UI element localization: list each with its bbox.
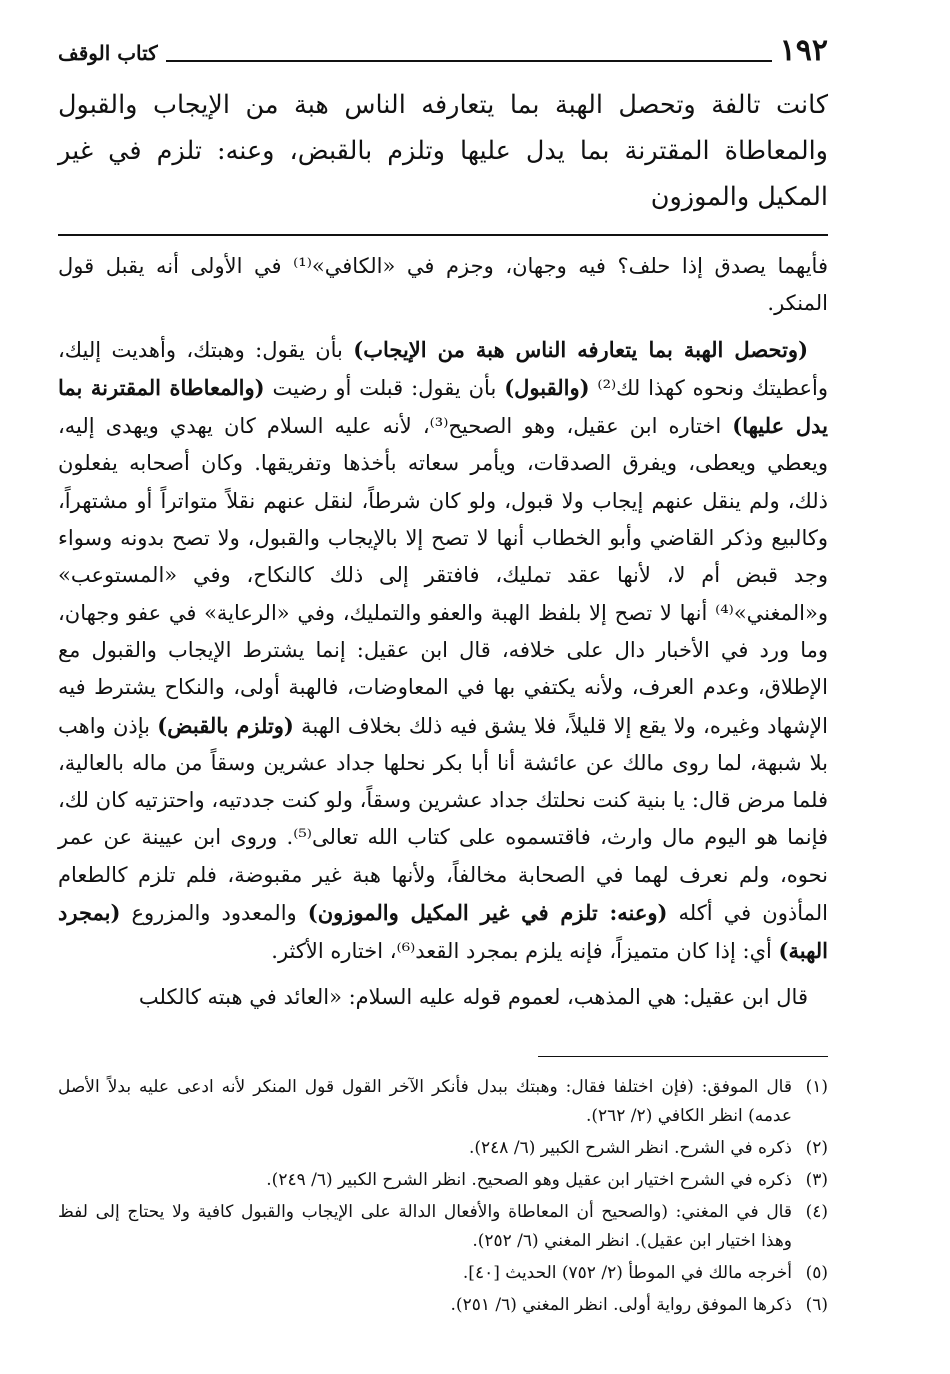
header-rule [166, 60, 772, 62]
commentary-text: بأن يقول: قبلت أو رضيت [264, 375, 505, 400]
matn-quote: (وعنه: تلزم في غير المكيل والموزون) [307, 900, 668, 926]
footnote [58, 1198, 828, 1256]
footnote-text: ذكرها الموفق رواية أولى. انظر المغني (٦/ ٢٥١). [450, 1294, 792, 1315]
footnote-text: ذكره في الشرح اختيار ابن عقيل وهو الصحيح. انظر الشرح الكبير (٦/ ٢٤٩). [266, 1169, 792, 1190]
commentary-paragraph-3: قال ابن عقيل: هي المذهب، لعموم قوله عليه السلام: «العائد في هبته كالكلب [138, 984, 808, 1009]
commentary-text: بإذن واهب بلا شبهة، لما روى مالك عن عائشة أنا أبا بكر نحلها جداد عشرين وسقاً من ماله بالعالية، فلما مرض قال: يا بنية كنت نحلتك جداد عشرين وسقاً، ولو كنت جددتيه، واحتزتيه كان لك، فإنما هو اليوم مال وارث، فاقتسموه على كتاب الله تعالى⁽⁵⁾. وروى ابن عيينة عن عمر نحوه، ولم نعرف لهما في الصحابة مخالفاً، ولأنها هبة غير مقبوضة، فلم تلزم كالطعام المأذون في أكله [58, 713, 829, 926]
footnote-text: أخرجه مالك في الموطأ (٢/ ٧٥٢) الحديث [٤٠]. [462, 1262, 792, 1283]
footnote-text: قال الموفق: (فإن اختلفا فقال: وهبتك ببدل فأنكر الآخر القول قول المنكر لأنه ادعى عليه بدلاً الأصل عدمه) انظر الكافي (٢/ ٢٦٢). [58, 1076, 792, 1126]
running-head [58, 28, 828, 68]
footnotes [58, 1073, 828, 1320]
footnote-number: (٣) [805, 1169, 828, 1190]
matn-quote: (بمجرد الهبة) [58, 900, 828, 964]
commentary-text: بأن يقول: وهبتك، وأهديت إليك، وأعطيتك ونحوه كهذا لك⁽²⁾ [58, 337, 828, 400]
footnote [58, 1259, 828, 1288]
footnote-text: قال في المغني: (والصحيح أن المعاطاة والأفعال الدالة على الإيجاب والقبول كافية ولا يحتاج إلى لفظ وهذا اختيار ابن عقيل). انظر المغني (٦/ ٢٥٢). [58, 1201, 792, 1251]
commentary-paragraph-2 [58, 331, 828, 971]
matn-quote: (وتحصل الهبة بما يتعارفه الناس هبة من الإيجاب) [353, 336, 809, 362]
footnote-text: ذكره في الشرح. انظر الشرح الكبير (٦/ ٢٤٨). [469, 1137, 792, 1158]
commentary-paragraph-1: فأيهما يصدق إذا حلف؟ فيه وجهان، وجزم في «الكافي»⁽¹⁾ في الأولى أنه يقبل قول المنكر. [58, 254, 828, 316]
footnote-number: (٥) [805, 1262, 828, 1283]
footnote-number: (١) [805, 1076, 828, 1097]
commentary-text: أي: إذا كان متميزاً، فإنه يلزم بمجرد القعد⁽⁶⁾، اختاره الأكثر. [271, 939, 779, 964]
commentary-text: اختاره ابن عقيل، وهو الصحيح⁽³⁾، لأنه عليه السلام كان يهدي ويهدى إليه، ويعطي ويعطى، ويفرق الصدقات، ويأمر سعاته بأخذها وتفريقها. وكان أصحابه يفعلون ذلك، ولم ينقل عنهم إيجاب ولا قبول، ولو كان شرطاً، لنقل عنهم نقلاً متواتراً أو مشتهراً، وكالبيع وذكر القاضي وأبو الخطاب أنها لا تصح إلا بالإيجاب والقبول، ولا تصح بدونه وسواء وجد قبض أم لا، لأنها عقد تمليك، فافتقر إلى ذلك كالنكاح، وفي «المستوعب» و«المغني»⁽⁴⁾ أنها لا تصح إلا بلفظ الهبة والعفو والتمليك، وفي «الرعاية» في عفو وجهان، وما ورد في الأخبار دال على خلافه، قال ابن عقيل: إنما يشترط الإيجاب والقبول مع الإطلاق، وعدم العرف، ولأنه يكتفي بها في المعاوضات، فالهبة أولى، والنكاح يشترط فيه الإشهاد وغيره، ولا يقع إلا قليلاً، فلا يشق فيه ذلك بخلاف الهبة [58, 414, 828, 738]
matn-quote: (والقبول) [504, 374, 590, 400]
footnote-number: (٤) [805, 1201, 828, 1222]
footnote [58, 1073, 828, 1131]
footnote-rule [538, 1056, 828, 1057]
commentary [58, 248, 828, 1016]
matn-quote: (وتلزم بالقبض) [157, 712, 294, 738]
page-number: ١٩٢ [779, 33, 828, 68]
matn-quote: (والمعاطاة المقترنة بما يدل عليها) [58, 374, 828, 439]
matn-divider [58, 234, 828, 236]
footnote [58, 1166, 828, 1195]
book-page [58, 28, 828, 1323]
footnote-number: (٦) [805, 1294, 828, 1315]
footnote [58, 1134, 828, 1163]
commentary-text: والمعدود والمزروع [120, 901, 308, 926]
footnote-number: (٢) [805, 1137, 828, 1158]
section-title: كتاب الوقف [58, 41, 158, 65]
footnote [58, 1291, 828, 1320]
matn-text: كانت تالفة وتحصل الهبة بما يتعارفه الناس هبة من الإيجاب والقبول والمعاطاة المقترنة بما يدل عليها وتلزم بالقبض، وعنه: تلزم في غير المكيل والموزون [58, 90, 828, 212]
